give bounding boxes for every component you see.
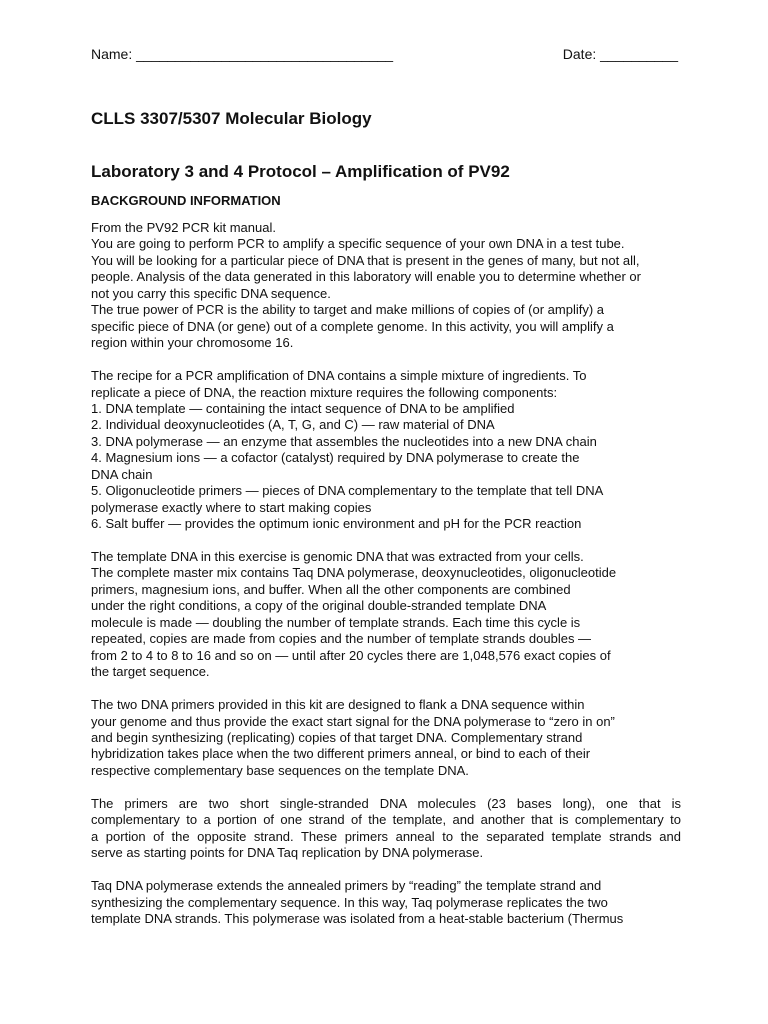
paragraph-line: The true power of PCR is the ability to target and make millions of copies of (or amplify) a bbox=[91, 302, 604, 318]
paragraph-line: The two DNA primers provided in this kit are designed to flank a DNA sequence within bbox=[91, 697, 585, 713]
course-title: CLLS 3307/5307 Molecular Biology bbox=[91, 109, 372, 128]
paragraph-line: The recipe for a PCR amplification of DNA contains a simple mixture of ingredients. To bbox=[91, 368, 587, 384]
paragraph-line: a portion of the opposite strand. These primers anneal to the separated template strands and bbox=[91, 828, 681, 844]
paragraph bbox=[91, 368, 681, 533]
paragraph-line: From the PV92 PCR kit manual. bbox=[91, 220, 276, 235]
paragraph-line: 4. Magnesium ions — a cofactor (catalyst) required by DNA polymerase to create the bbox=[91, 450, 580, 466]
paragraph-line: template DNA strands. This polymerase was isolated from a heat-stable bacterium (Thermus bbox=[91, 910, 624, 926]
paragraph bbox=[91, 549, 681, 681]
paragraph-line: DNA chain bbox=[91, 466, 153, 482]
paragraph-line: molecule is made — doubling the number of template strands. Each time this cycle is bbox=[91, 614, 581, 630]
paragraph-line: polymerase exactly where to start making copies bbox=[91, 499, 372, 515]
name-field-label: Name: _________________________________ bbox=[91, 46, 394, 62]
paragraph-line: You are going to perform PCR to amplify a specific sequence of your own DNA in a test tube. bbox=[91, 236, 625, 252]
paragraph-line: complementary to a portion of one strand of the template, and another that is complementary to bbox=[91, 812, 681, 828]
paragraph-line: serve as starting points for DNA Taq replication by DNA polymerase. bbox=[91, 845, 484, 861]
paragraph-line: from 2 to 4 to 8 to 16 and so on — until after 20 cycles there are 1,048,576 exact copies of bbox=[91, 647, 611, 663]
paragraph-line: specific piece of DNA (or gene) out of a complete genome. In this activity, you will amplify a bbox=[91, 318, 614, 334]
paragraph-line: the target sequence. bbox=[91, 664, 210, 680]
paragraph-line: synthesizing the complementary sequence. In this way, Taq polymerase replicates the two bbox=[91, 894, 608, 910]
paragraph bbox=[91, 796, 681, 862]
paragraph bbox=[91, 697, 681, 779]
paragraph-line: You will be looking for a particular piece of DNA that is present in the genes of many, but not all, bbox=[91, 252, 640, 268]
paragraph-line: The template DNA in this exercise is genomic DNA that was extracted from your cells. bbox=[91, 549, 584, 565]
paragraph-line: region within your chromosome 16. bbox=[91, 335, 294, 351]
paragraph-line: people. Analysis of the data generated in this laboratory will enable you to determine whether or bbox=[91, 269, 641, 285]
paragraph-line: primers, magnesium ions, and buffer. When all the other components are combined bbox=[91, 581, 571, 597]
paragraph-line: not you carry this specific DNA sequence. bbox=[91, 285, 331, 301]
paragraph-line: The complete master mix contains Taq DNA polymerase, deoxynucleotides, oligonucleotide bbox=[91, 565, 617, 581]
paragraph-line: your genome and thus provide the exact start signal for the DNA polymerase to “zero in on” bbox=[91, 713, 615, 729]
paragraph-line: replicate a piece of DNA, the reaction mixture requires the following components: bbox=[91, 384, 558, 400]
paragraph bbox=[91, 878, 681, 927]
paragraph-line: Taq DNA polymerase extends the annealed primers by “reading” the template strand and bbox=[91, 878, 602, 894]
lab-title: Laboratory 3 and 4 Protocol – Amplification of PV92 bbox=[91, 162, 510, 181]
paragraph-line: 1. DNA template — containing the intact sequence of DNA to be amplified bbox=[91, 400, 515, 416]
paragraph-line: respective complementary base sequences on the template DNA. bbox=[91, 762, 469, 778]
paragraph-line: 2. Individual deoxynucleotides (A, T, G, and C) — raw material of DNA bbox=[91, 417, 495, 433]
body-text bbox=[91, 220, 681, 944]
paragraph-line: and begin synthesizing (replicating) copies of that target DNA. Complementary strand bbox=[91, 730, 583, 745]
paragraph-line: under the right conditions, a copy of the original double-stranded template DNA bbox=[91, 598, 547, 614]
paragraph-line: 3. DNA polymerase — an enzyme that assembles the nucleotides into a new DNA chain bbox=[91, 433, 597, 449]
paragraph-line: 5. Oligonucleotide primers — pieces of DNA complementary to the template that tell DNA bbox=[91, 483, 604, 499]
section-heading: BACKGROUND INFORMATION bbox=[91, 193, 281, 208]
paragraph-line: 6. Salt buffer — provides the optimum ionic environment and pH for the PCR reaction bbox=[91, 516, 582, 532]
paragraph bbox=[91, 220, 681, 352]
paragraph-line: The primers are two short single-stranded DNA molecules (23 bases long), one that is bbox=[91, 795, 681, 811]
paragraph-line: hybridization takes place when the two different primers anneal, or bind to each of their bbox=[91, 746, 591, 762]
date-field-label: Date: __________ bbox=[562, 46, 678, 62]
paragraph-line: repeated, copies are made from copies and the number of template strands doubles — bbox=[91, 631, 592, 647]
